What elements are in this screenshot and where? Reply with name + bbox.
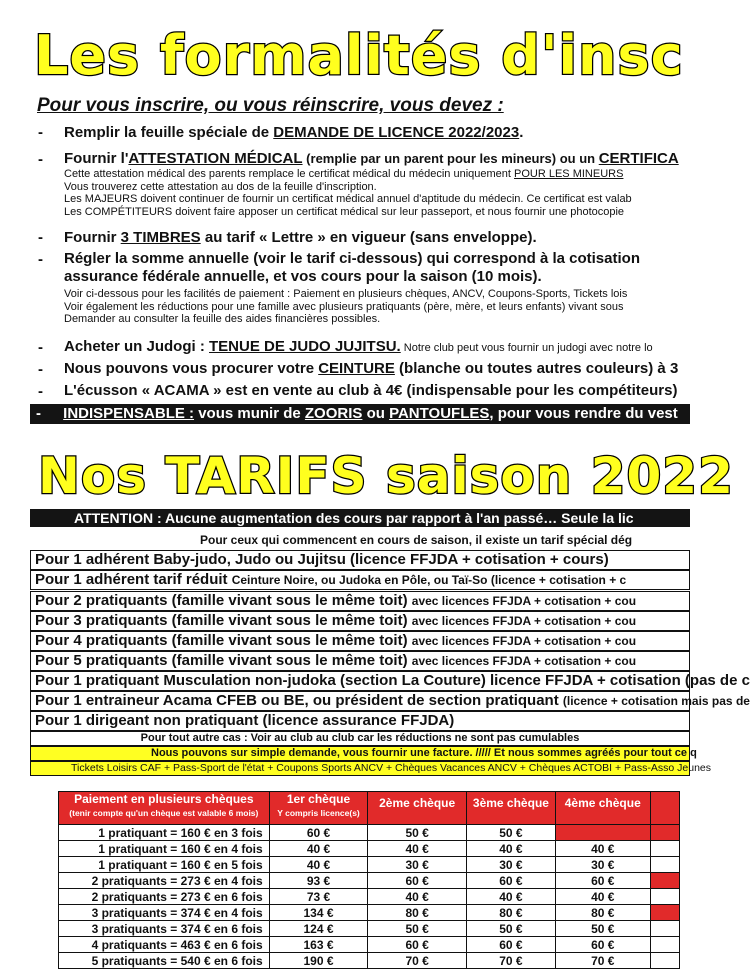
somme-s2: Voir également les réductions pour une famille avec plusieurs pratiquants (père, mère, et leurs enfants) vivant sous: [64, 300, 624, 313]
item-ecusson: L'écusson « ACAMA » est en vente au club à 4€ (indispensable pour les compétiteurs): [64, 382, 678, 399]
payment-cell-c2: 70 €: [368, 953, 467, 969]
tarif-row: [30, 611, 690, 631]
payment-header-c1-text: 1er chèque: [286, 792, 351, 806]
attestation-a: Fournir l': [64, 150, 129, 167]
tarif-row-main: Pour 2 pratiquants (famille vivant sous le même toit): [35, 592, 412, 609]
payment-header-c3: 3ème chèque: [466, 792, 555, 825]
payment-row: [59, 841, 680, 857]
payment-row: [59, 857, 680, 873]
ceinture-a: Nous pouvons vous procurer votre: [64, 360, 319, 377]
tarif-row-main: Pour 3 pratiquants (famille vivant sous le même toit): [35, 612, 412, 629]
item-licence-end: .: [519, 124, 524, 141]
zooris-a: INDISPENSABLE :: [63, 405, 195, 422]
tarif-row-detail: avec licences FFJDA + cotisation + cou: [411, 614, 637, 628]
attention-bar: [30, 509, 690, 527]
payment-cell-label: 2 pratiquants = 273 € en 4 fois: [59, 873, 270, 889]
payment-header-c4: 4ème chèque: [555, 792, 650, 825]
attestation-c: (remplie par un parent pour les mineurs) ou un: [302, 151, 599, 166]
payment-cell-c5: [650, 905, 679, 921]
tarif-row: [30, 691, 750, 711]
bullet-dash: -: [38, 361, 43, 378]
zooris-c: ZOORIS: [304, 405, 363, 422]
payment-cell-label: 3 pratiquants = 374 € en 6 fois: [59, 921, 270, 937]
autre-cas-bar: Pour tout autre cas : Voir au club au club car les réductions ne sont pas cumulables: [30, 731, 690, 746]
payment-row: [59, 905, 680, 921]
payment-table: [58, 791, 680, 969]
payment-cell-label: 2 pratiquants = 273 € en 6 fois: [59, 889, 270, 905]
attestation-b: ATTESTATION MÉDICAL: [128, 150, 303, 167]
judogi-a: Acheter un Judogi :: [64, 338, 210, 355]
payment-header-c5: [650, 792, 679, 825]
item-licence-link: DEMANDE DE LICENCE 2022/2023: [273, 124, 520, 141]
payment-cell-c3: 40 €: [466, 841, 555, 857]
payment-header: [59, 792, 680, 825]
payment-header-c1-sub: Y compris licence(s): [277, 808, 360, 818]
payment-cell-c4: 80 €: [555, 905, 650, 921]
payment-cell-c4: 60 €: [555, 873, 650, 889]
item-judogi: [64, 338, 653, 355]
payment-cell-c3: 30 €: [466, 857, 555, 873]
payment-cell-c1: 190 €: [269, 953, 368, 969]
payment-cell-c1: 163 €: [269, 937, 368, 953]
bullet-dash: -: [38, 383, 43, 400]
tarif-row-detail: (licence + cotisation mais pas de: [562, 694, 750, 708]
payment-cell-c3: 60 €: [466, 937, 555, 953]
zooris-d: ou: [362, 405, 390, 422]
tarif-row-main: Pour 1 pratiquant Musculation non-judoka (section La Couture) licence FFJDA + cotisation (pas de c: [35, 672, 750, 689]
payment-header-c1: [269, 792, 368, 825]
tarif-row-main: Pour 1 adhérent tarif réduit: [35, 571, 232, 588]
tarif-row-main: Pour 1 dirigeant non pratiquant (licence assurance FFJDA): [35, 712, 455, 729]
facture-bar: Nous pouvons sur simple demande, vous fournir une facture. ///// Et nous sommes agréés pour tout ce q: [30, 746, 690, 761]
judogi-c: Notre club peut vous fournir un judogi avec notre lo: [400, 342, 653, 354]
payment-row: [59, 825, 680, 841]
payment-cell-c2: 50 €: [368, 921, 467, 937]
payment-row: [59, 889, 680, 905]
bullet-dash: -: [38, 251, 43, 268]
attestation-notes: [64, 168, 632, 218]
payment-cell-c4: 50 €: [555, 921, 650, 937]
item-licence-text: Remplir la feuille spéciale de: [64, 124, 274, 141]
payment-header-label-text: Paiement en plusieurs chèques: [74, 792, 254, 806]
payment-cell-c3: 60 €: [466, 873, 555, 889]
payment-cell-label: 1 pratiquant = 160 € en 4 fois: [59, 841, 270, 857]
zooris-f: , pour vous rendre du vest: [489, 405, 678, 422]
payment-cell-c5: [650, 937, 679, 953]
payment-cell-c5: [650, 825, 679, 841]
payment-cell-c5: [650, 873, 679, 889]
payment-cell-c4: 60 €: [555, 937, 650, 953]
item-timbres: [64, 229, 537, 246]
payment-row: [59, 953, 680, 969]
payment-cell-c1: 60 €: [269, 825, 368, 841]
payment-cell-c2: 40 €: [368, 841, 467, 857]
payment-cell-label: 3 pratiquants = 374 € en 4 fois: [59, 905, 270, 921]
payment-cell-c2: 50 €: [368, 825, 467, 841]
payment-cell-c5: [650, 889, 679, 905]
payment-cell-c1: 124 €: [269, 921, 368, 937]
payment-cell-c1: 40 €: [269, 841, 368, 857]
somme-l1: Régler la somme annuelle (voir le tarif ci-dessous) qui correspond à la cotisation: [64, 250, 640, 267]
payment-cell-c1: 73 €: [269, 889, 368, 905]
somme-s3: Demander au consulter la feuille des aides financières possibles.: [64, 313, 381, 325]
ceinture-b: CEINTURE: [318, 360, 395, 377]
zooris-b: vous munir de: [194, 405, 305, 422]
judogi-b: TENUE DE JUDO JUJITSU.: [209, 338, 401, 355]
somme-s1: Voir ci-dessous pour les facilités de paiement : Paiement en plusieurs chèques, ANCV, Coupons-Sports, Tickets lois: [64, 288, 628, 300]
subtitle: Pour vous inscrire, ou vous réinscrire, vous devez :: [37, 95, 504, 116]
payment-cell-c3: 50 €: [466, 825, 555, 841]
payment-cell-c4: 40 €: [555, 889, 650, 905]
tarif-row-main: Pour 4 pratiquants (famille vivant sous le même toit): [35, 632, 412, 649]
payment-cell-c5: [650, 857, 679, 873]
payment-cell-c4: 30 €: [555, 857, 650, 873]
page-title: Les formalités d'insc: [34, 24, 684, 87]
payment-cell-c5: [650, 841, 679, 857]
tarif-row: [30, 570, 690, 590]
somme-l2: assurance fédérale annuelle, et vos cours pour la saison (10 mois).: [64, 268, 542, 285]
timbres-b: 3 TIMBRES: [120, 229, 201, 246]
bullet-dash: -: [38, 339, 43, 356]
tarif-row: [30, 651, 690, 671]
zooris-bar: - INDISPENSABLE : vous munir de ZOORIS ou PANTOUFLES, pour vous rendre du vest: [30, 404, 690, 424]
payment-cell-c1: 134 €: [269, 905, 368, 921]
payment-row: [59, 921, 680, 937]
payment-cell-label: 4 pratiquants = 463 € en 6 fois: [59, 937, 270, 953]
payment-cell-c2: 30 €: [368, 857, 467, 873]
attestation-d: CERTIFICA: [598, 150, 679, 167]
payment-cell-c4: 40 €: [555, 841, 650, 857]
payment-header-label: [59, 792, 270, 825]
timbres-c: au tarif « Lettre » en vigueur (sans enveloppe).: [200, 229, 537, 246]
attestation-l3: Les MAJEURS doivent continuer de fournir un certificat médical annuel d'aptitude du médecin. Ce certificat est valab: [64, 193, 632, 205]
tarif-row-detail: avec licences FFJDA + cotisation + cou: [411, 634, 637, 648]
tarif-row-main: Pour 1 entraineur Acama CFEB ou BE, ou président de section pratiquant: [35, 692, 563, 709]
somme-notes: [64, 288, 627, 326]
payment-cell-c2: 60 €: [368, 873, 467, 889]
payment-cell-c5: [650, 953, 679, 969]
tarif-row-detail: avec licences FFJDA + cotisation + cou: [411, 594, 637, 608]
attestation-l1b: POUR LES MINEURS: [514, 168, 624, 180]
payment-cell-c3: 50 €: [466, 921, 555, 937]
tarif-row: [30, 671, 750, 691]
payment-cell-c3: 70 €: [466, 953, 555, 969]
tarif-row-main: Pour 1 adhérent Baby-judo, Judo ou Jujitsu (licence FFJDA + cotisation + cours): [35, 551, 609, 568]
tarif-row: [30, 550, 690, 570]
zooris-e: PANTOUFLES: [389, 405, 490, 422]
tarif-row-detail: avec licences FFJDA + cotisation + cou: [411, 654, 637, 668]
payment-cell-label: 1 pratiquant = 160 € en 3 fois: [59, 825, 270, 841]
payment-cell-c1: 93 €: [269, 873, 368, 889]
payment-cell-c2: 60 €: [368, 937, 467, 953]
payment-header-c2: 2ème chèque: [368, 792, 467, 825]
payment-cell-c4: 70 €: [555, 953, 650, 969]
payment-cell-c4: [555, 825, 650, 841]
item-somme: [64, 250, 640, 286]
item-ceinture: [64, 360, 678, 377]
tarifs-title: Nos TARIFS saison 2022: [38, 447, 734, 505]
bullet-dash: -: [38, 229, 43, 246]
payment-cell-c1: 40 €: [269, 857, 368, 873]
attention-text: ATTENTION : Aucune augmentation des cours par rapport à l'an passé… Seule la lic: [74, 510, 634, 526]
tarif-row-detail: Ceinture Noire, ou Judoka en Pôle, ou Taï-So (licence + cotisation + c: [231, 573, 627, 587]
item-attestation: [64, 150, 679, 167]
payment-header-label-sub: (tenir compte qu'un chèque est valable 6 mois): [69, 808, 259, 818]
payment-cell-label: 1 pratiquant = 160 € en 5 fois: [59, 857, 270, 873]
bullet-dash: -: [38, 124, 43, 141]
tickets-bar: Tickets Loisirs CAF + Pass-Sport de l'état + Coupons Sports ANCV + Chèques Vacances ANCV + Chèques ACTOBI + Pass-Asso Jeunes: [30, 761, 690, 776]
tarif-row: [30, 711, 690, 731]
payment-row: [59, 937, 680, 953]
payment-row: [59, 873, 680, 889]
payment-cell-c2: 40 €: [368, 889, 467, 905]
tarif-row-main: Pour 5 pratiquants (famille vivant sous le même toit): [35, 652, 412, 669]
tarif-row: [30, 631, 690, 651]
item-licence: [64, 124, 523, 141]
payment-cell-c3: 40 €: [466, 889, 555, 905]
payment-cell-c3: 80 €: [466, 905, 555, 921]
tarif-row: [30, 591, 690, 611]
special-rate-note: Pour ceux qui commencent en cours de saison, il existe un tarif spécial dég: [200, 533, 633, 547]
bullet-dash: -: [38, 151, 43, 168]
payment-cell-c2: 80 €: [368, 905, 467, 921]
attestation-l1a: Cette attestation médical des parents remplace le certificat médical du médecin uniquement: [64, 168, 515, 180]
attestation-l2: Vous trouverez cette attestation au dos de la feuille d'inscription.: [64, 180, 377, 193]
payment-cell-c5: [650, 921, 679, 937]
timbres-a: Fournir: [64, 229, 121, 246]
attestation-l4: Les COMPÉTITEURS doivent faire apposer un certificat médical sur leur passeport, et nous fournir une photocopie: [64, 205, 625, 218]
payment-cell-label: 5 pratiquants = 540 € en 6 fois: [59, 953, 270, 969]
ceinture-c: (blanche ou toutes autres couleurs) à 3: [394, 360, 679, 377]
